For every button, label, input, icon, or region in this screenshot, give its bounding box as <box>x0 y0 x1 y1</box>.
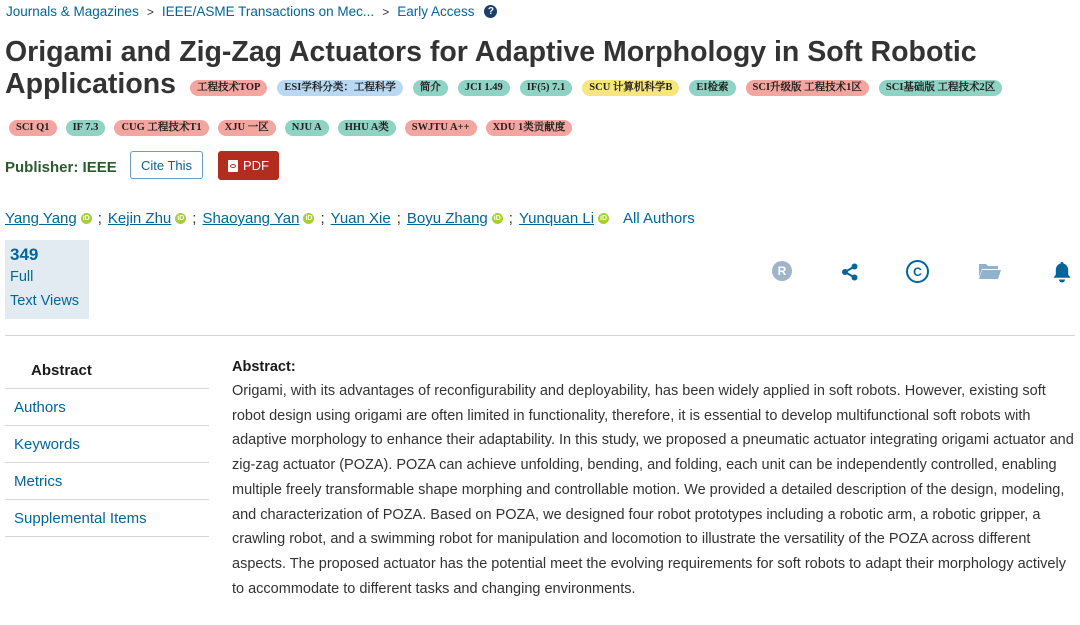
sidenav-item-metrics[interactable]: Metrics <box>5 463 209 500</box>
sidenav-item-supplemental[interactable]: Supplemental Items <box>5 500 209 537</box>
orcid-icon[interactable]: iD <box>177 215 185 222</box>
share-icon-graphic <box>841 263 859 281</box>
author-link[interactable]: Yunquan Li <box>518 210 595 227</box>
orcid-icon[interactable]: iD <box>82 215 90 222</box>
section-divider <box>5 335 1075 336</box>
metrics-count: 349 <box>10 245 39 264</box>
author-list <box>5 210 695 227</box>
all-authors-link[interactable]: All Authors <box>623 210 695 227</box>
sidenav-item-keywords[interactable]: Keywords <box>5 426 209 463</box>
folder-icon-graphic <box>978 262 1002 280</box>
breadcrumb-early-access[interactable]: Early Access <box>397 4 475 19</box>
badge[interactable]: SCI基础版 工程技术2区 <box>879 80 1002 96</box>
badge[interactable]: XJU 一区 <box>218 120 276 136</box>
pdf-icon <box>228 160 238 172</box>
author-link[interactable]: Yuan Xie <box>330 210 391 227</box>
badge[interactable]: 简介 <box>413 80 448 96</box>
badge[interactable]: EI检索 <box>689 80 735 96</box>
help-icon[interactable]: ? <box>484 5 497 18</box>
document-sidenav <box>5 352 209 537</box>
abstract-text: Origami, with its advantages of reconfigurability and deployability, has been widely applied in soft robots. However, existing soft robot design using origami are often limited in functionality, therefore, it is essential to develop multifunctional soft robots with adaptive morphology to enhance their adaptability. In this study, we proposed a pneumatic actuator integrating origami actuator and zig-zag actuator (POZA). POZA can achieve unfolding, bending, and folding, each unit can be independently controlled, enabling multiple freely transformable shape morphing and controllable motion. We provided a detailed description of the design, modeling, and characterization of POZA. Based on POZA, we designed four robot prototypes including a robotic arm, a robotic gripper, a crawling robot, and a swimming robot for manipulation and locomotion to illustrate the versatility of the POZA across different aspects. The proposed actuator has the potential meet the evolving requirements for soft robots to adapt their morphology actively to accommodate to different tasks and changing environments. <box>232 383 1074 597</box>
author-link[interactable]: Boyu Zhang <box>406 210 488 227</box>
page-title <box>5 36 1065 100</box>
publisher-label: Publisher: <box>5 159 79 176</box>
badge[interactable]: HHU A类 <box>338 120 396 136</box>
author-separator: ; <box>192 210 197 227</box>
full-text-views-metric[interactable] <box>5 240 89 319</box>
badge[interactable]: SCU 计算机科学B <box>582 80 679 96</box>
breadcrumb <box>6 4 497 19</box>
badge-row-1 <box>190 80 1002 96</box>
author-link[interactable]: Shaoyang Yan <box>202 210 300 227</box>
orcid-icon[interactable]: iD <box>600 215 608 222</box>
cite-this-button[interactable]: Cite This <box>130 151 203 179</box>
orcid-icon[interactable]: iD <box>493 215 501 222</box>
badge[interactable]: SCI升级版 工程技术1区 <box>746 80 869 96</box>
badge[interactable]: NJU A <box>285 120 329 136</box>
title-line1: Origami and Zig-Zag Actuators for Adaptive Morphology in Soft Robotic <box>5 36 977 68</box>
badge[interactable]: 工程技术TOP <box>190 80 267 96</box>
pdf-button-label: PDF <box>243 158 269 173</box>
orcid-icon[interactable]: iD <box>305 215 313 222</box>
breadcrumb-separator: > <box>146 4 154 19</box>
badge-row-2 <box>9 120 572 136</box>
author-separator: ; <box>97 210 102 227</box>
badge[interactable]: SWJTU A++ <box>405 120 477 136</box>
publisher <box>5 159 117 176</box>
share-icon[interactable] <box>841 263 859 285</box>
badge[interactable]: XDU 1类贡献度 <box>486 120 573 136</box>
breadcrumb-transactions[interactable]: IEEE/ASME Transactions on Mec... <box>161 4 375 19</box>
publisher-name: IEEE <box>82 159 117 176</box>
badge[interactable]: SCI Q1 <box>9 120 57 136</box>
badge[interactable]: IF 7.3 <box>66 120 106 136</box>
author-separator: ; <box>508 210 513 227</box>
author-separator: ; <box>320 210 325 227</box>
breadcrumb-separator: > <box>382 4 390 19</box>
bell-icon[interactable] <box>1052 261 1072 287</box>
badge[interactable]: IF(5) 7.1 <box>520 80 573 96</box>
author-link[interactable]: Kejin Zhu <box>107 210 172 227</box>
pdf-button[interactable] <box>218 151 279 180</box>
abstract-heading: Abstract: <box>232 359 296 375</box>
metrics-label-line1: Full <box>10 269 34 285</box>
bell-icon-graphic <box>1052 261 1072 283</box>
badge[interactable]: CUG 工程技术T1 <box>114 120 208 136</box>
copyright-icon[interactable]: C <box>906 260 929 283</box>
folder-icon[interactable] <box>978 262 1002 284</box>
sidenav-item-abstract[interactable]: Abstract <box>5 352 209 389</box>
metrics-label-line2: Text Views <box>10 293 80 309</box>
sidenav-item-authors[interactable]: Authors <box>5 389 209 426</box>
badge[interactable]: JCI 1.49 <box>458 80 510 96</box>
author-link[interactable]: Yang Yang <box>5 210 77 227</box>
abstract-section <box>232 357 1074 601</box>
author-separator: ; <box>396 210 401 227</box>
title-line2: Applications <box>5 68 177 100</box>
breadcrumb-journals[interactable]: Journals & Magazines <box>6 4 139 19</box>
badge[interactable]: ESI学科分类：工程科学 <box>277 80 402 96</box>
rights-icon[interactable]: R <box>772 261 792 281</box>
